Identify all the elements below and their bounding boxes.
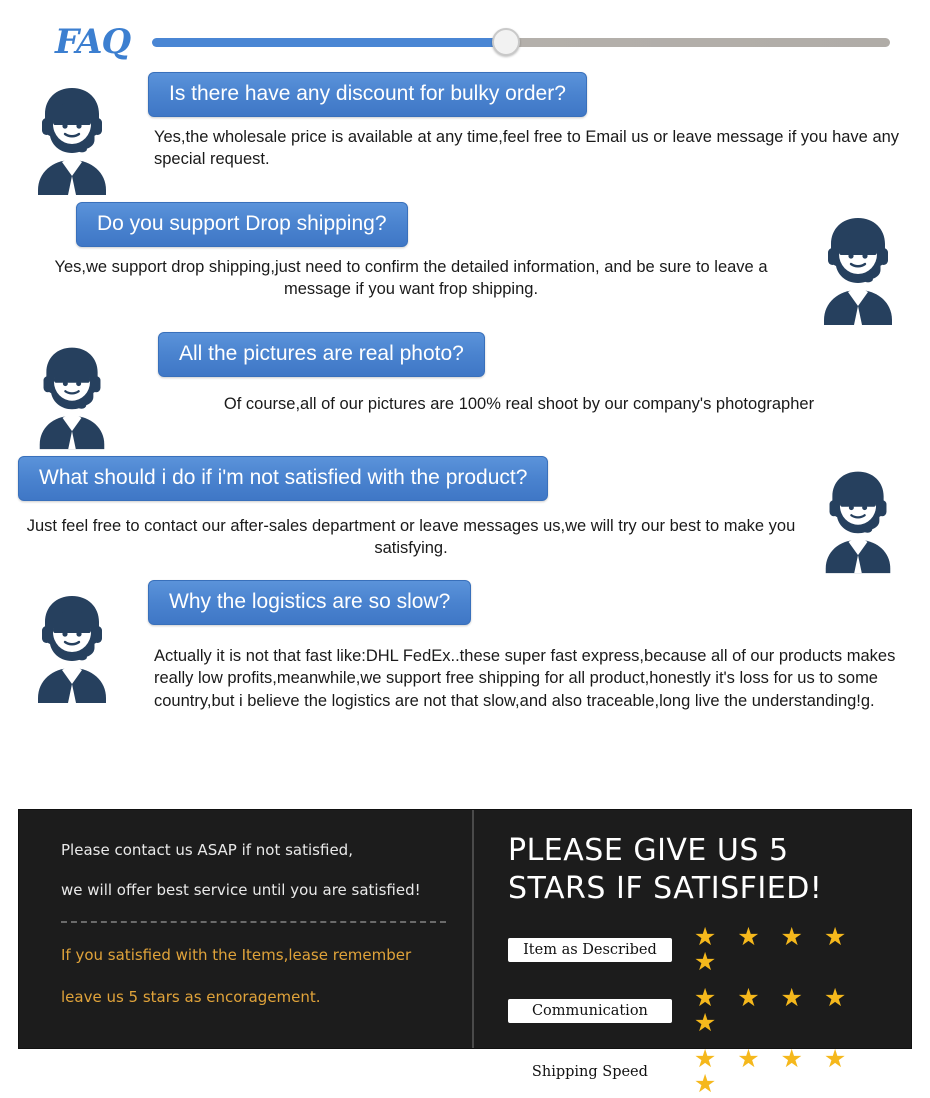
faq-item: [18, 456, 912, 576]
customer-service-agent-icon: [18, 72, 126, 198]
rating-stars: ★ ★ ★ ★ ★: [693, 922, 854, 976]
rating-row: [508, 922, 891, 976]
faq-question[interactable]: Do you support Drop shipping?: [76, 202, 408, 247]
rating-headline-line-2: STARS IF SATISFIED!: [508, 871, 823, 907]
customer-service-agent-icon: [18, 332, 126, 452]
faq-answer: Yes,we support drop shipping,just need to confirm the detailed information, and be sure to leave a message if you want frop shipping.: [54, 258, 768, 299]
faq-answer: Actually it is not that fast like:DHL FedEx..these super fast express,because all of our products makes really low profits,meanwhile,we support free shipping for all product,honestly it's loss for us to some country,but i believe the logistics are not that slow,and also traceable,long live the understanding!g.: [154, 647, 896, 710]
rating-request-block: [474, 810, 911, 1098]
progress-slider-track[interactable]: [152, 38, 890, 47]
faq-question[interactable]: What should i do if i'm not satisfied with the product?: [18, 456, 548, 501]
feedback-banner: [18, 809, 912, 1098]
customer-service-agent-icon: [18, 580, 126, 706]
rating-label: Communication: [508, 999, 672, 1023]
feedback-message-block: [19, 810, 474, 1048]
rating-stars: ★ ★ ★ ★ ★: [693, 1044, 854, 1098]
feedback-line-1: Please contact us ASAP if not satisfied,: [61, 841, 353, 859]
faq-item: [18, 202, 912, 328]
faq-list: [0, 72, 930, 712]
rating-label: Shipping Speed: [508, 1060, 672, 1084]
faq-question[interactable]: Why the logistics are so slow?: [148, 580, 471, 625]
rating-headline-line-1: PLEASE GIVE US 5: [508, 833, 789, 868]
rating-headline: [508, 832, 891, 909]
faq-item: [18, 580, 912, 712]
faq-item: [18, 72, 912, 198]
faq-question[interactable]: Is there have any discount for bulky order?: [148, 72, 587, 117]
feedback-line-3: If you satisfied with the Items,lease remember: [61, 945, 412, 964]
faq-answer: Of course,all of our pictures are 100% real shoot by our company's photographer: [223, 395, 815, 414]
feedback-line-4: leave us 5 stars as encoragement.: [61, 987, 321, 1006]
faq-header: [0, 0, 930, 72]
feedback-line-2: we will offer best service until you are satisfied!: [61, 881, 421, 900]
faq-answer: Yes,the wholesale price is available at any time,feel free to Email us or leave message if you have any special request.: [154, 128, 900, 169]
rating-label: Item as Described: [508, 938, 672, 962]
divider: [61, 921, 446, 923]
rating-row: [508, 983, 891, 1037]
rating-row: [508, 1044, 891, 1098]
rating-stars: ★ ★ ★ ★ ★: [693, 983, 854, 1037]
slider-knob[interactable]: [492, 28, 520, 56]
customer-service-agent-icon: [804, 456, 912, 576]
faq-answer: Just feel free to contact our after-sales department or leave messages us,we will try our best to make you satisfying.: [26, 517, 796, 558]
faq-item: [18, 332, 912, 452]
page-title: FAQ: [55, 22, 131, 62]
faq-question[interactable]: All the pictures are real photo?: [158, 332, 485, 377]
customer-service-agent-icon: [804, 202, 912, 328]
